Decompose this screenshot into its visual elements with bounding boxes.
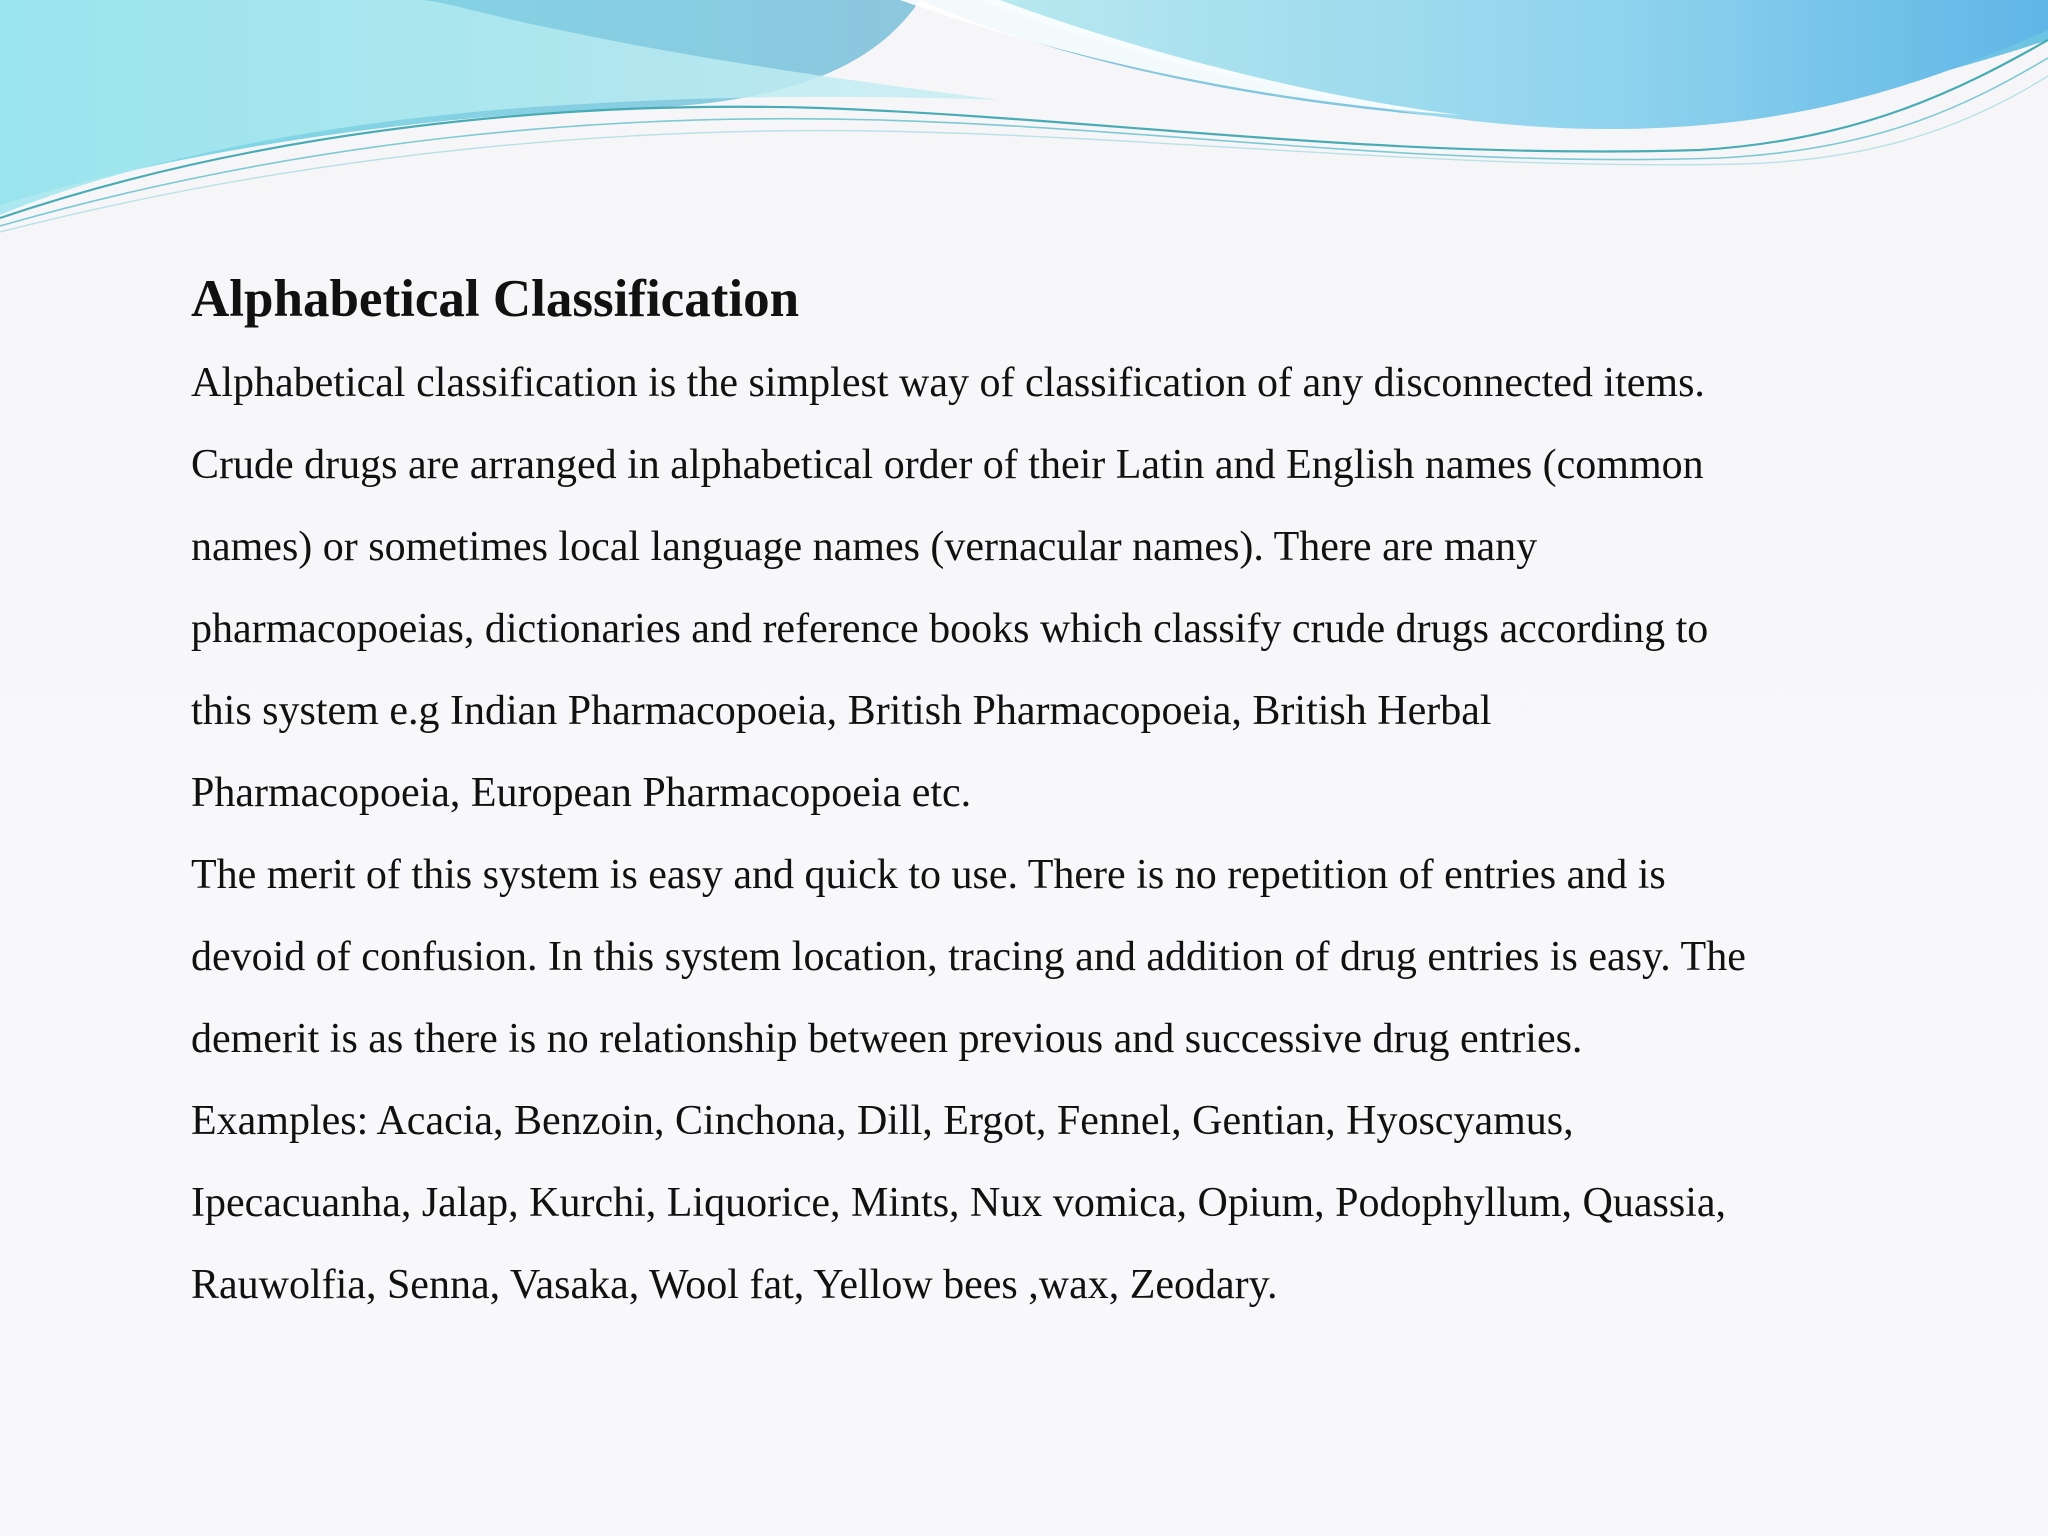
header-wave-decoration (0, 0, 2048, 240)
paragraph-definition (191, 342, 1891, 834)
slide-content (191, 262, 1891, 1326)
text-line: Pharmacopoeia, European Pharmacopoeia etc. (191, 770, 972, 816)
text-line: demerit is as there is no relationship between previous and successive drug entries. (191, 1016, 1583, 1062)
text-line: Alphabetical classification is the simplest way of classification of any disconnected items. (191, 360, 1705, 406)
text-line: Examples: Acacia, Benzoin, Cinchona, Dill, Ergot, Fennel, Gentian, Hyoscyamus, (191, 1098, 1574, 1144)
text-line: pharmacopoeias, dictionaries and reference books which classify crude drugs according to (191, 606, 1709, 652)
text-line: The merit of this system is easy and quick to use. There is no repetition of entries and is (191, 852, 1666, 898)
text-line: this system e.g Indian Pharmacopoeia, British Pharmacopoeia, British Herbal (191, 688, 1492, 734)
paragraph-merits (191, 834, 1891, 1080)
text-line: names) or sometimes local language names (vernacular names). There are many (191, 524, 1538, 570)
text-line: Crude drugs are arranged in alphabetical order of their Latin and English names (common (191, 442, 1704, 488)
paragraph-examples (191, 1080, 1891, 1326)
slide-title: Alphabetical Classification (191, 270, 800, 328)
text-line: devoid of confusion. In this system location, tracing and addition of drug entries is easy. The (191, 934, 1746, 980)
text-line: Rauwolfia, Senna, Vasaka, Wool fat, Yellow bees ,wax, Zeodary. (191, 1262, 1278, 1308)
text-line: Ipecacuanha, Jalap, Kurchi, Liquorice, Mints, Nux vomica, Opium, Podophyllum, Quassia, (191, 1180, 1727, 1226)
